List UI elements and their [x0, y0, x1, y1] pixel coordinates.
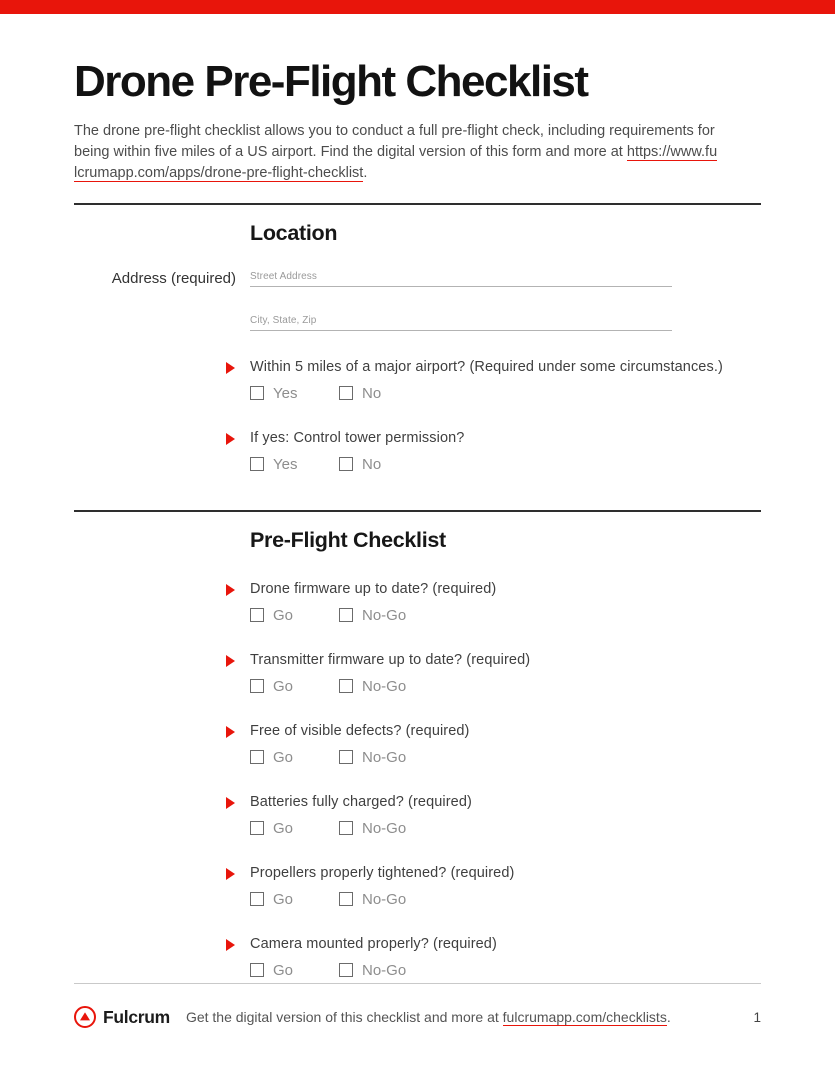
page-title: Drone Pre-Flight Checklist	[74, 57, 588, 106]
checkbox-go[interactable]	[250, 608, 264, 622]
option-label: Go	[273, 819, 294, 837]
checkbox-go[interactable]	[250, 963, 264, 977]
question-options	[250, 749, 761, 766]
page-footer	[74, 983, 761, 1028]
footer-text-before-link: Get the digital version of this checklist and more at	[185, 1009, 503, 1025]
intro-text: The drone pre-flight checklist allows you to conduct a full pre-flight check, including requirements for being within five miles of a US airport. Find the digital version of this form and more at	[74, 122, 715, 160]
question-text: If yes: Control tower permission?	[250, 429, 465, 446]
question-batteries	[250, 794, 761, 837]
question-propellers	[250, 865, 761, 908]
question-camera	[250, 936, 761, 979]
option-no-go[interactable]	[339, 607, 406, 624]
question-options	[250, 962, 761, 979]
checkbox-no-go[interactable]	[339, 821, 353, 835]
option-yes[interactable]	[250, 385, 339, 402]
option-label: Yes	[273, 455, 298, 473]
question-options	[250, 385, 761, 402]
fulcrum-logo-icon	[74, 1006, 96, 1028]
checkbox-go[interactable]	[250, 679, 264, 693]
question-text: Camera mounted properly? (required)	[250, 935, 497, 952]
question-transmitter-firmware	[250, 652, 761, 695]
question-control-tower	[250, 430, 761, 473]
question-drone-firmware	[250, 581, 761, 624]
question-options	[250, 678, 761, 695]
checklist-items-row	[74, 553, 761, 979]
footer-text	[186, 1009, 671, 1025]
checkbox-no-go[interactable]	[339, 963, 353, 977]
checklist-app-link[interactable]: https://www.fulcrumapp.com/apps/drone-pre-flight-checklist	[74, 143, 718, 181]
checkbox-go[interactable]	[250, 892, 264, 906]
address-field-row	[74, 266, 761, 331]
option-label: Yes	[273, 384, 298, 402]
airport-question-row	[74, 331, 761, 473]
location-section-heading: Location	[250, 220, 338, 245]
question-text: Free of visible defects? (required)	[250, 722, 470, 739]
option-label: No-Go	[362, 819, 407, 837]
option-go[interactable]	[250, 820, 339, 837]
question-bullet-icon	[226, 362, 235, 374]
question-options	[250, 891, 761, 908]
question-options	[250, 607, 761, 624]
question-options	[250, 456, 761, 473]
location-heading-row	[74, 205, 761, 246]
option-no[interactable]	[339, 385, 381, 402]
option-label: No-Go	[362, 606, 407, 624]
question-bullet-icon	[226, 433, 235, 445]
question-options	[250, 820, 761, 837]
page-number: 1	[753, 1009, 761, 1025]
checkbox-no-go[interactable]	[339, 679, 353, 693]
option-no-go[interactable]	[339, 891, 406, 908]
checkbox-yes[interactable]	[250, 457, 264, 471]
option-label: Go	[273, 961, 294, 979]
option-go[interactable]	[250, 962, 339, 979]
street-address-field-label: Street Address	[250, 270, 317, 282]
question-bullet-icon	[226, 868, 235, 880]
option-label: No-Go	[362, 961, 407, 979]
question-visible-defects	[250, 723, 761, 766]
top-accent-bar	[0, 0, 835, 14]
checklist-heading-row	[74, 512, 761, 553]
question-text: Drone firmware up to date? (required)	[250, 580, 497, 597]
option-go[interactable]	[250, 891, 339, 908]
question-text: Within 5 miles of a major airport? (Required under some circumstances.)	[250, 358, 723, 375]
option-no[interactable]	[339, 456, 381, 473]
checkbox-go[interactable]	[250, 821, 264, 835]
option-label: No-Go	[362, 748, 407, 766]
question-bullet-icon	[226, 939, 235, 951]
intro-paragraph	[74, 121, 719, 184]
question-airport	[250, 359, 761, 402]
question-text: Propellers properly tightened? (required)	[250, 864, 515, 881]
checkbox-no[interactable]	[339, 457, 353, 471]
option-no-go[interactable]	[339, 749, 406, 766]
question-bullet-icon	[226, 797, 235, 809]
option-label: Go	[273, 748, 294, 766]
city-state-zip-field-label: City, State, Zip	[250, 314, 317, 326]
option-label: No-Go	[362, 890, 407, 908]
question-bullet-icon	[226, 584, 235, 596]
option-no-go[interactable]	[339, 820, 406, 837]
checkbox-go[interactable]	[250, 750, 264, 764]
checklist-section-heading: Pre-Flight Checklist	[250, 527, 446, 552]
checkbox-no-go[interactable]	[339, 750, 353, 764]
city-state-zip-input[interactable]	[250, 310, 672, 331]
footer-text-after-link: .	[666, 1009, 671, 1025]
checkbox-no[interactable]	[339, 386, 353, 400]
option-go[interactable]	[250, 749, 339, 766]
option-label: Go	[273, 890, 294, 908]
option-yes[interactable]	[250, 456, 339, 473]
intro-text-end: .	[363, 164, 368, 181]
option-go[interactable]	[250, 607, 339, 624]
footer-checklists-link[interactable]: fulcrumapp.com/checklists	[502, 1009, 667, 1025]
option-label: No	[362, 384, 382, 402]
question-bullet-icon	[226, 726, 235, 738]
brand-name: Fulcrum	[103, 1006, 170, 1027]
option-no-go[interactable]	[339, 678, 406, 695]
question-bullet-icon	[226, 655, 235, 667]
page-content	[0, 14, 835, 979]
checkbox-yes[interactable]	[250, 386, 264, 400]
option-no-go[interactable]	[339, 962, 406, 979]
option-label: Go	[273, 606, 294, 624]
checkbox-no-go[interactable]	[339, 892, 353, 906]
question-text: Batteries fully charged? (required)	[250, 793, 472, 810]
question-text: Transmitter firmware up to date? (required)	[250, 651, 531, 668]
fulcrum-logo-triangle-icon	[80, 1012, 90, 1020]
street-address-input[interactable]	[250, 266, 672, 287]
option-label: No	[362, 455, 382, 473]
option-go[interactable]	[250, 678, 339, 695]
checkbox-no-go[interactable]	[339, 608, 353, 622]
option-label: No-Go	[362, 677, 407, 695]
option-label: Go	[273, 677, 294, 695]
address-label: Address (required)	[111, 269, 236, 287]
